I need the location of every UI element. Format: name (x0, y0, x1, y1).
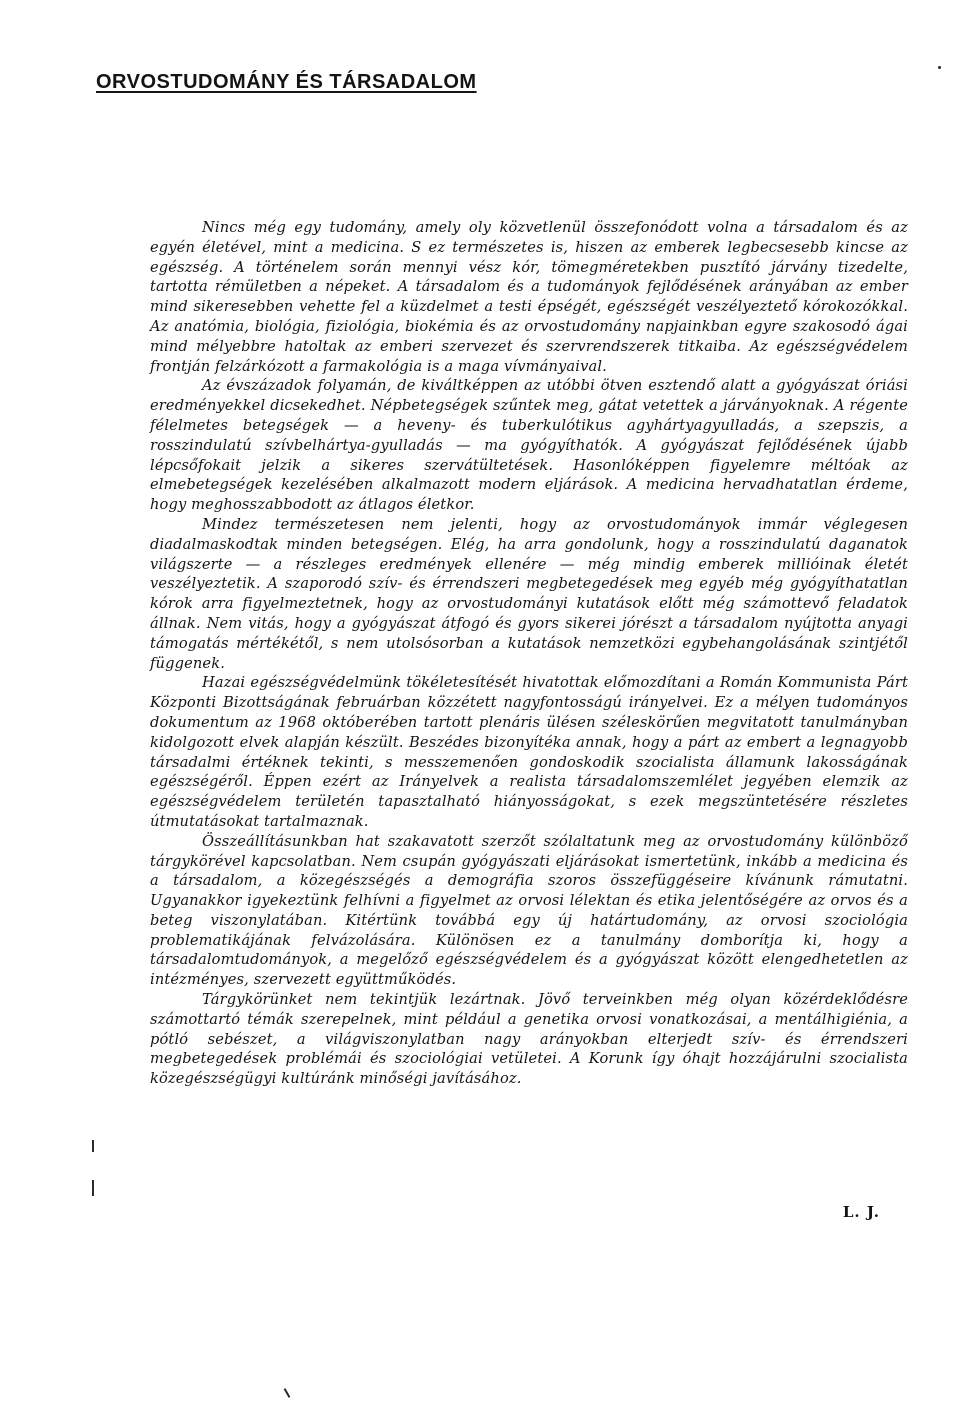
article-paragraph-2: Az évszázadok folyamán, de kiváltképpen az utóbbi ötven esztendő alatt a gyógyászat óriási eredményekkel dicsekedhet. Népbetegségek szűntek meg, gátat vetettek a járványoknak. A régente félelmetes betegségek — a heveny- és tuberkulótikus agyhártyagyulladás, a szepszis, a rosszindulatú szívbelhártya-gyulladás — ma gyógyíthatók. A gyógyászat fejlődésének újabb lépcsőfokait jelzik a sikeres szervátültetések. Hasonlóképpen figyelemre méltóak az elmebetegségek kezelésében alkalmazott modern eljárások. A medicina hervadhatatlan érdeme, hogy meghosszabbodott az átlagos életkor. (150, 377, 908, 514)
article-paragraph-1: Nincs még egy tudomány, amely oly közvetlenül összefonódott volna a társadalom és az egyén életével, mint a medicina. S ez természetes is, hiszen az emberek legbecsesebb kincse az egészség. A történelem során mennyi vész kór, tömegméretekben pusztító járvány tizedelte, tartotta rémületben a népeket. A társadalom és a tudományok fejlődésének arányában az ember mind sikeresebben vehette fel a küzdelmet a testi épségét, egészségét veszélyeztető kórokozókkal. Az anatómia, biológia, fiziológia, biokémia és az orvostudomány napjainkban egyre szakosodó ágai mind mélyebbre hatoltak az emberi szervezet és szervrendszerek titkaiba. Az egészségvédelem frontján felzárkózott a farmakológia is a maga vívmányaival. (150, 219, 908, 375)
article-paragraph-3: Mindez természetesen nem jelenti, hogy az orvostudományok immár véglegesen diadalmaskodtak minden betegségen. Elég, ha arra gondolunk, hogy a rosszindulatú daganatok világszerte — a részleges eredmények ellenére — még mindig emberek millióinak életét veszélyeztetik. A szaporodó szív- és érrendszeri megbetegedések meg egyéb még gyógyíthatatlan kórok arra figyelmeztetnek, hogy az orvostudományi kutatások előtt még számottevő feladatok állnak. Nem vitás, hogy a gyógyászat átfogó és gyors sikerei jórészt a társadalom nyújtotta anyagi támogatás mértékétől, s nem utolsósorban a kutatások nemzetközi egybehangolásának szintjétől függenek. (150, 515, 908, 672)
article-paragraph-5: Összeállításunkban hat szakavatott szerzőt szólaltatunk meg az orvostudomány különböző tárgykörével kapcsolatban. Nem csupán gyógyászati eljárásokat ismertetünk, inkább a medicina és a társadalom, a közegészségés a demográfia szoros összefüggéseire kívánunk rámutatni. Ugyanakkor igyekeztünk felhívni a figyelmet az orvosi lélektan és etika jelentőségére az orvos és a beteg viszonylatában. Kitértünk továbbá egy új határtudomány, az orvosi szociológia problematikájának felvázolására. Különösen ez a tanulmány domborítja ki, hogy a társadalomtudományok, a megelőző egészségvédelem és a gyógyászat között elengedhetetlen az intézményes, szervezett együttműködés. (150, 832, 908, 989)
scan-margin-mark (92, 1180, 94, 1196)
section-heading: ORVOSTUDOMÁNY ÉS TÁRSADALOM (96, 71, 477, 93)
author-signature: L. J. (842, 1203, 880, 1221)
article-paragraph-6: Tárgykörünket nem tekintjük lezártnak. Jövő terveinkben még olyan közérdeklődésre számottartó témák szerepelnek, mint például a genetika orvosi vonatkozásai, a mentálhigiénia, a pótló sebészet, a világviszonylatban nagy arányokban elterjedt szív- és érrendszeri megbetegedések problémái és szociológiai vetületei. A Korunk így óhajt hozzájárulni szocialista közegészségügyi kultúránk minőségi javításához. (150, 991, 908, 1088)
scan-margin-mark (284, 1388, 291, 1398)
scan-speck (938, 66, 941, 69)
article-body (150, 218, 908, 1089)
article-paragraph-4: Hazai egészségvédelmünk tökéletesítését hivatottak előmozdítani a Román Kommunista Párt Központi Bizottságának februárban közzétett nagyfontosságú irányelvei. Ez a mélyen tudományos dokumentum az 1968 októberében tartott plenáris ülésen széleskörűen megvitatott tanulmányban kidolgozott elvek alapján készült. Beszédes bizonyítéka annak, hogy a párt az embert a legnagyobb társadalmi értéknek tekinti, s messzemenően gondoskodik szocialista államunk lakosságának egészségéről. Éppen ezért az Irányelvek a realista társadalomszemlélet jegyében elemzik az egészségvédelem területén tapasztalható hiányosságokat, s ezek megszüntetésére részletes útmutatásokat tartalmaznak. (150, 674, 908, 830)
scan-margin-mark (92, 1140, 94, 1152)
